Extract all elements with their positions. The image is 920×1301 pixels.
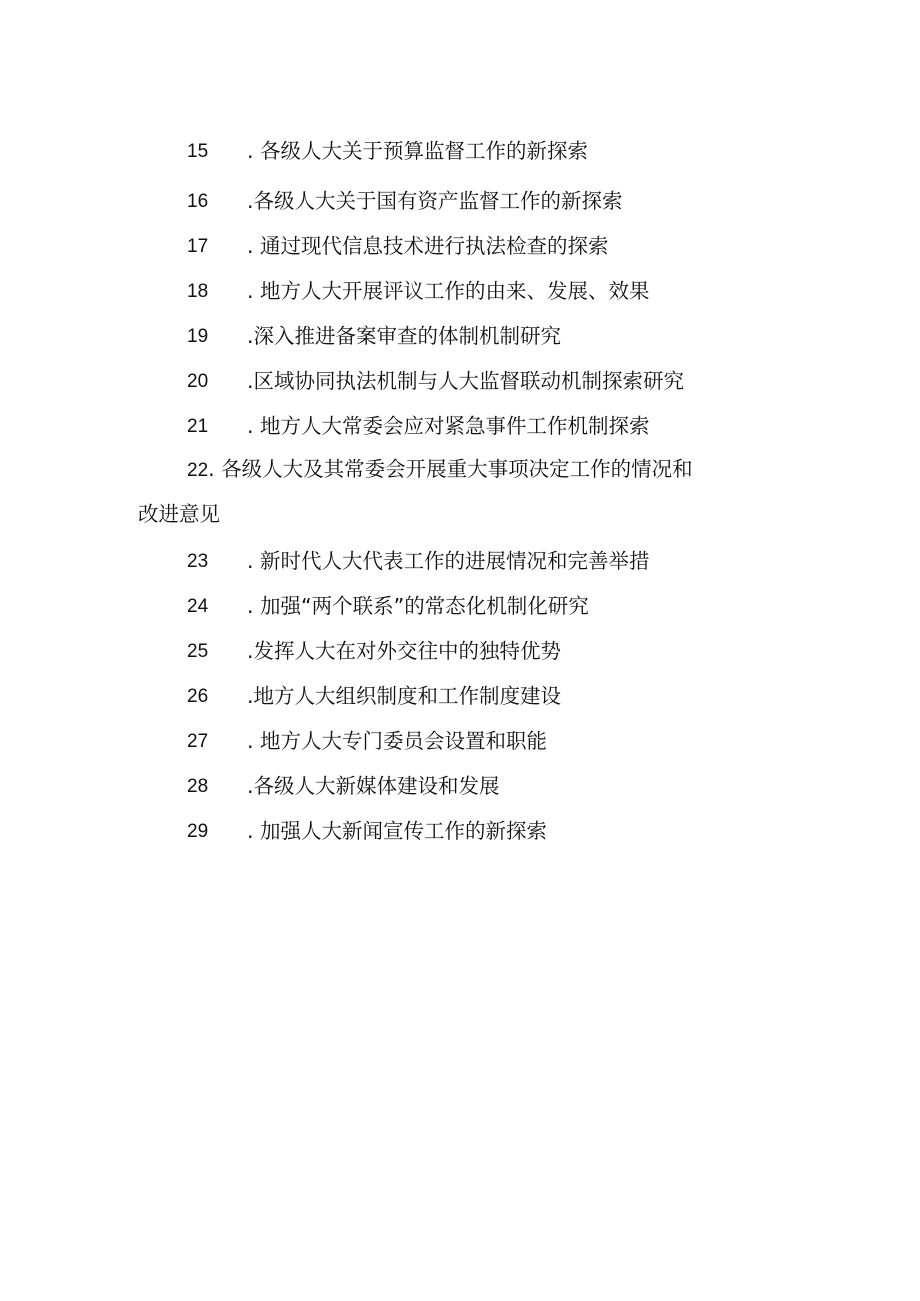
item-text: . 地方人大常委会应对紧急事件工作机制探索 bbox=[247, 414, 650, 438]
item-text: .各级人大新媒体建设和发展 bbox=[247, 774, 500, 798]
item-number: 15 bbox=[187, 141, 209, 162]
item-number: 29 bbox=[187, 821, 209, 842]
item-text: . 加强人大新闻宣传工作的新探索 bbox=[247, 819, 548, 843]
item-number: 23 bbox=[187, 551, 209, 572]
item-text: .发挥人大在对外交往中的独特优势 bbox=[247, 639, 562, 663]
item-text: . 通过现代信息技术进行执法检查的探索 bbox=[247, 234, 609, 258]
list-item bbox=[0, 771, 920, 801]
list-item bbox=[0, 231, 920, 261]
list-item bbox=[0, 681, 920, 711]
item-number: 19 bbox=[187, 326, 209, 347]
list-item bbox=[0, 726, 920, 756]
item-number: 18 bbox=[187, 281, 209, 302]
item-number: 16 bbox=[187, 191, 209, 212]
item-number: 21 bbox=[187, 416, 209, 437]
item-text: .地方人大组织制度和工作制度建设 bbox=[247, 684, 562, 708]
item-number: 20 bbox=[187, 371, 209, 392]
list-item bbox=[0, 276, 920, 306]
list-item bbox=[0, 186, 920, 216]
item-text: .区域协同执法机制与人大监督联动机制探索研究 bbox=[247, 369, 685, 393]
item-text: . 各级人大关于预算监督工作的新探索 bbox=[247, 139, 589, 163]
item-first-line bbox=[187, 447, 693, 493]
item-number: 25 bbox=[187, 641, 209, 662]
item-number: 26 bbox=[187, 686, 209, 707]
list-item bbox=[0, 136, 920, 166]
item-text: . 各级人大及其常委会开展重大事项决定工作的情况和 bbox=[208, 457, 693, 481]
item-text: . 新时代人大代表工作的进展情况和完善举措 bbox=[247, 549, 650, 573]
list-item bbox=[0, 816, 920, 846]
item-text: .深入推进备案审查的体制机制研究 bbox=[247, 324, 562, 348]
list-item bbox=[0, 591, 920, 621]
list-item bbox=[0, 366, 920, 396]
item-text: . 加强“两个联系”的常态化机制化研究 bbox=[247, 594, 589, 618]
item-number: 22 bbox=[187, 460, 209, 481]
list-item bbox=[0, 636, 920, 666]
item-number: 17 bbox=[187, 236, 209, 257]
item-number: 28 bbox=[187, 776, 209, 797]
item-text: . 地方人大专门委员会设置和职能 bbox=[247, 729, 548, 753]
list-item bbox=[0, 411, 920, 441]
item-number: 27 bbox=[187, 731, 209, 752]
item-number: 24 bbox=[187, 596, 209, 617]
item-text: .各级人大关于国有资产监督工作的新探索 bbox=[247, 189, 623, 213]
list-item bbox=[0, 546, 920, 576]
list-item bbox=[0, 321, 920, 351]
item-text: . 地方人大开展评议工作的由来、发展、效果 bbox=[247, 279, 650, 303]
item-continuation: 改进意见 bbox=[138, 502, 220, 526]
